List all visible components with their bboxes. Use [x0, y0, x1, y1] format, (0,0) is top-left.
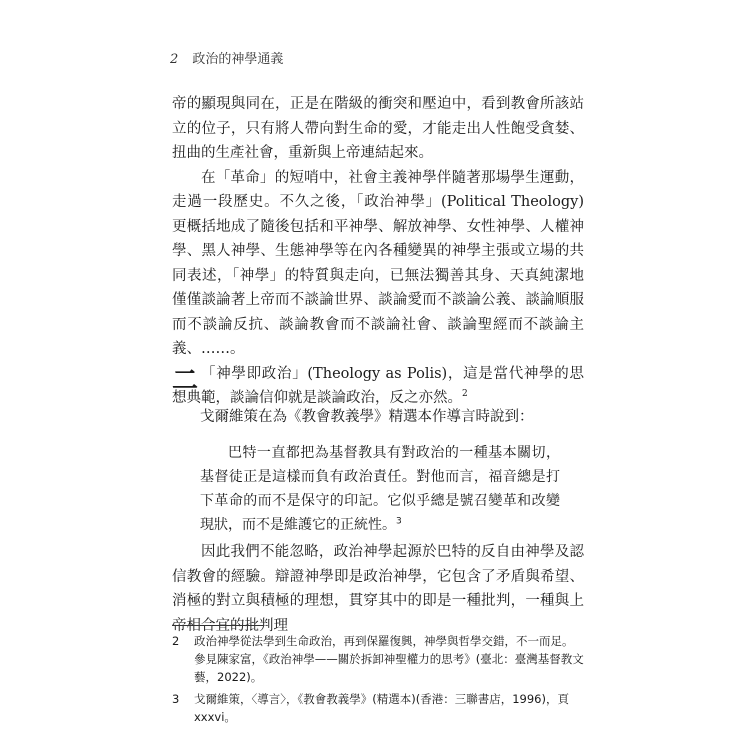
block-quote	[200, 441, 560, 537]
paragraph-4: 因此我們不能忽略，政治神學起源於巴特的反自由神學及認信教會的經驗。辯證神學即是政治神學，它包含了矛盾與希望、消極的對立與積極的理想，貫穿其中的即是一種批判，一種與上帝相合宜的批判理	[172, 544, 584, 634]
footnote-number: 3	[172, 692, 180, 706]
main-text	[172, 92, 584, 411]
main-text-continued	[172, 540, 584, 638]
footnote-ref-3[interactable]: 3	[396, 516, 402, 527]
paragraph-3	[172, 362, 584, 411]
section-heading: 二	[172, 366, 199, 396]
quote-paragraph	[200, 441, 560, 537]
footnote-divider	[172, 625, 264, 626]
footnote-item	[172, 690, 584, 726]
section-intro: 戈爾維策在為《教會教義學》精選本作導言時說到：	[200, 409, 534, 425]
footnote-text: 戈爾維策，〈導言〉，《教會教義學》(精選本)(香港：三聯書店，1996)，頁 xxxvi。	[194, 692, 569, 724]
running-header	[170, 48, 283, 67]
paragraph-1: 帝的顯現與同在，正是在階級的衝突和壓迫中，看到教會所該站立的位子，只有將人帶向對生命的愛，才能走出人性飽受貪婪、扭曲的生產社會，重新與上帝連結起來。	[172, 96, 584, 161]
footnote-item	[172, 632, 584, 686]
footnote-ref-2[interactable]: 2	[462, 389, 468, 400]
paragraph-2: 在「革命」的短哨中，社會主義神學伴隨著那場學生運動，走過一段歷史。不久之後，「政治神學」(Political Theology) 更概括地成了隨後包括和平神學、解放神學、女性神學、人權神學、黑人神學、生態神學等在內各種變異的神學主張或立場的共同表述，「神學」的特質與走向，已無法獨善其身、天真純潔地僅僅談論著上帝而不談論世界、談論愛而不談論公義、談論順服而不談論反抗、談論教會而不談論社會、談論聖經而不談論主義、……。	[172, 169, 584, 357]
quote-text: 巴特一直都把為基督教具有對政治的一種基本關切，基督徒正是這樣而負有政治責任。對他而言，福音總是打下革命的而不是保守的印記。它似乎總是號召變革和改變現狀，而不是維護它的正統性。	[200, 445, 560, 533]
running-title: 政治的神學通義	[192, 52, 284, 67]
paragraph-3-text: 「神學即政治」(Theology as Polis)，這是當代神學的思想典範，談論信仰就是談論政治，反之亦然。	[172, 365, 584, 406]
footnotes	[172, 632, 584, 730]
footnote-text: 政治神學從法學到生命政治，再到保羅復興，神學與哲學交錯，不一而足。參見陳家富，《政治神學——關於拆卸神聖權力的思考》(臺北：臺灣基督教文藝，2022)。	[194, 634, 584, 684]
footnote-number: 2	[172, 634, 180, 648]
page-number: 2	[170, 52, 179, 67]
